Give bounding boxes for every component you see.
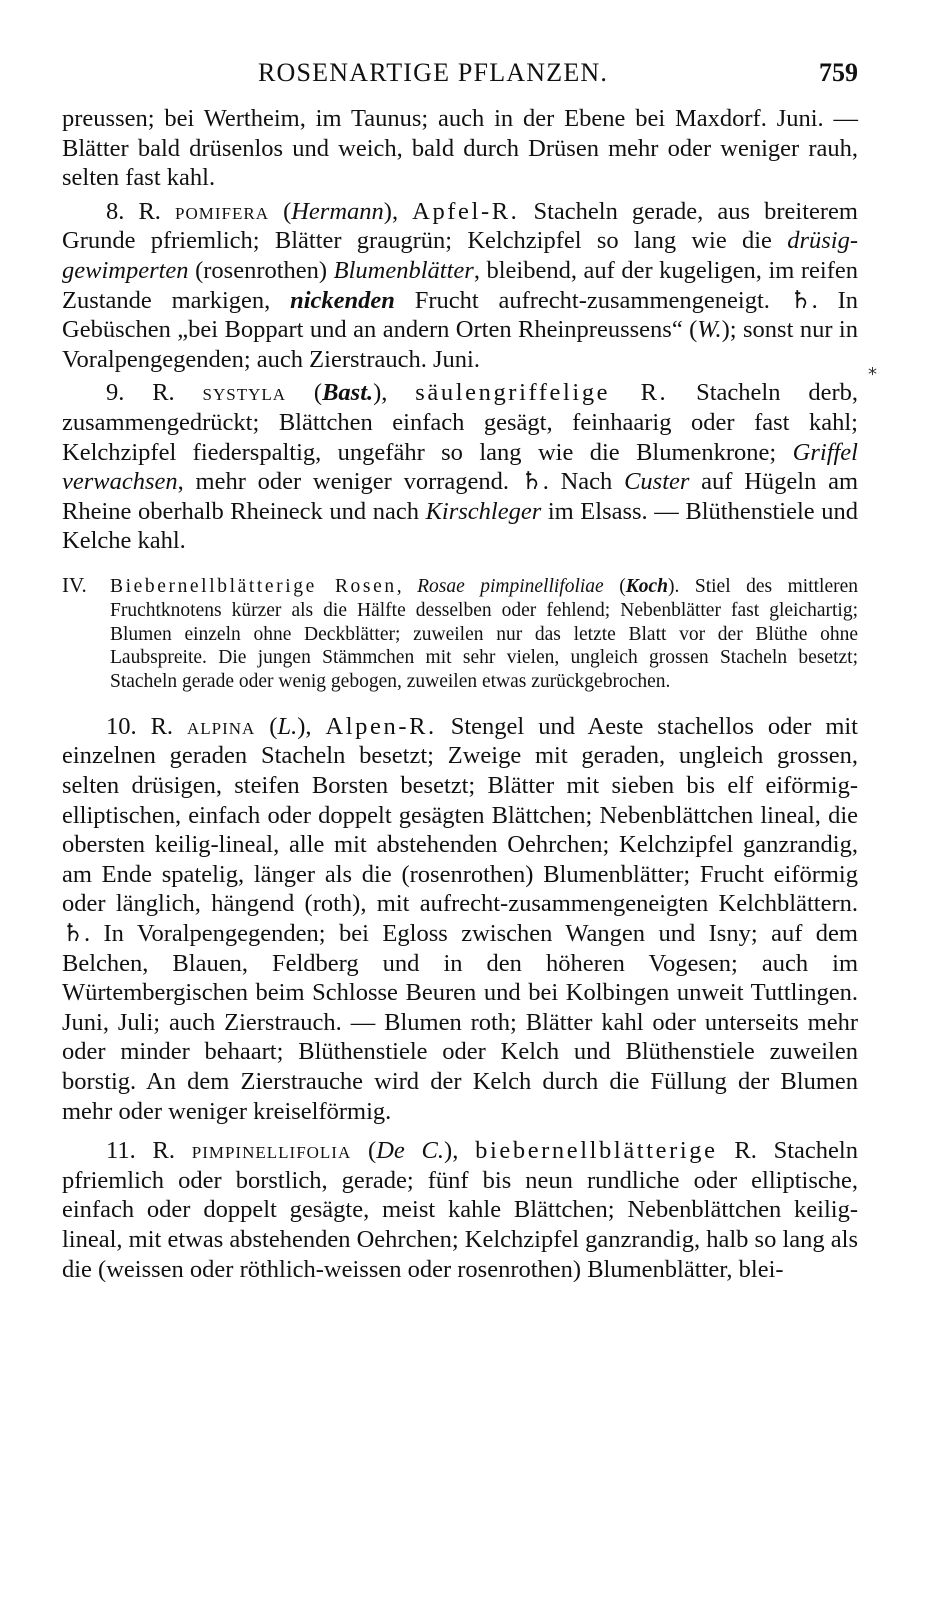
entry-rosa-alpina: 10. R. alpina (L.), Alpen-R. Stengel und Aeste stachellos oder mit einzelnen geraden Stacheln besetzt; Zweige mit geraden, ungleich grossen, selten drüsigen, steifen Borsten besetzt; Blätter mit sieben bis elf eiförmig-elliptischen, einfach oder doppelt gesägten Blättchen; Nebenblättchen lineal, die obersten keilig-lineal, alle mit abstehenden Oehrchen; Kelchzipfel ganzrandig, am Ende spatelig, länger als die (rosenrothen) Blumenblätter; Frucht eiförmig oder länglich, hängend (roth), mit aufrecht-zusammengeneigten Kelchblättern. ♄. In Voralpengegenden; bei Egloss zwischen Wangen und Isny; auf dem Belchen, Blauen, Feldberg und in den höheren Vogesen; auch im Würtembergischen beim Schlosse Beuren und bei Kolbingen unweit Tuttlingen. Juni, Juli; auch Zierstrauch. — Blumen roth; Blätter kahl oder unterseits mehr oder minder behaart; Blüthenstiele oder Kelch und Blüthenstiele zuweilen borstig. An dem Zierstrauche wird der Kelch durch die Füllung der Blumen mehr oder weniger kreiselförmig. (62, 712, 858, 1125)
section-latin-name: Rosae pimpinellifoliae (417, 575, 604, 597)
entry-number: 8. R. (106, 197, 176, 225)
page-number: 759 (819, 58, 858, 87)
author-name: Koch (625, 575, 668, 597)
entry-rosa-pomifera: 8. R. pomifera (Hermann), Apfel-R. Stacheln gerade, aus breiterem Grunde pfriemlich; Blätter graugrün; Kelchzipfel so lang wie die drüsig-gewimperten (rosenrothen) Blumenblätter, bleibend, auf der kugeligen, im reifen Zustande markigen, nickenden Frucht aufrecht-zusammengeneigt. ♄. In Gebüschen „bei Boppart und an andern Orten Rheinpreussens“ (W.); sonst nur in Voralpengegenden; auch Zierstrauch. Juni. (62, 197, 858, 373)
common-name: biebernellblätterige (475, 1137, 718, 1165)
species-name: pimpinellifolia (191, 1137, 352, 1165)
section-body: Stiel des mittleren Fruchtknotens kürzer als die Hälfte desselben oder fehlend; Nebenblätter fast gleichartig; Blumen einzeln ohne Deckblätter; zuweilen nur das letzte Blatt vor der Blüthe ohne Laubspreite. Die jungen Stämmchen mit sehr vielen, ungleich grossen Stacheln besetzt; Stacheln gerade oder wenig gebogen, zuweilen etwas zurückgebrochen. (110, 575, 858, 693)
common-name: Apfel-R. (412, 197, 520, 225)
species-name: pomifera (175, 197, 269, 225)
section-title: Biebernellblätterige Rosen (110, 575, 397, 597)
running-title: ROSENARTIGE PFLANZEN. (258, 58, 609, 87)
author-name: Hermann (291, 197, 384, 225)
author-name: Bast. (322, 379, 374, 407)
section-numeral: IV. (62, 572, 87, 597)
author-name: L. (277, 712, 298, 740)
species-name: systyla (202, 379, 287, 407)
book-page (62, 58, 858, 1284)
entry-number: 10. R. (106, 712, 187, 740)
running-header (62, 58, 858, 88)
entry-rosa-pimpinellifolia: 11. R. pimpinellifolia (De C.), biebernellblätterige R. Stacheln pfriemlich oder borstlich, gerade; fünf bis neun rundliche oder elliptische, einfach oder doppelt gesägte, meist kahle Blättchen; Nebenblättchen keilig-lineal, mit etwas abstehenden Oehrchen; Kelchzipfel ganzrandig, halb so lang als die (weissen oder röthlich-weissen oder rosenrothen) Blumenblätter, blei- (62, 1137, 858, 1283)
common-name: Alpen-R. (325, 712, 437, 740)
entry-rosa-systyla: 9. R. systyla (Bast.), säulengriffelige R. Stacheln derb, zusammengedrückt; Blättchen einfach gesägt, feinhaarig oder fast kahl; Kelchzipfel fiederspaltig, ungefähr so lang wie die Blumenkrone; Griffel verwachsen, mehr oder weniger vorragend. ♄. Nach Custer auf Hügeln am Rheine oberhalb Rheineck und nach Kirschleger im Elsass. — Blüthenstiele und Kelche kahl. (62, 379, 858, 555)
entry-number: 9. R. (106, 379, 203, 407)
section-iv: IV. Biebernellblätterige Rosen, Rosae pimpinellifoliae (Koch). Stiel des mittleren Fruchtknotens kürzer als die Hälfte desselben oder fehlend; Nebenblätter fast gleichartig; Blumen einzeln ohne Deckblätter; zuweilen nur das letzte Blatt vor der Blüthe ohne Laubspreite. Die jungen Stämmchen mit sehr vielen, ungleich grossen Stacheln besetzt; Stacheln gerade oder wenig gebogen, zuweilen etwas zurückgebrochen. (62, 572, 858, 693)
margin-asterisk: * (868, 364, 877, 385)
entry-number: 11. R. (106, 1137, 192, 1165)
species-name: alpina (187, 712, 256, 740)
author-name: De C. (376, 1137, 445, 1165)
paragraph-continuation: preussen; bei Wertheim, im Taunus; auch in der Ebene bei Maxdorf. Juni. — Blätter bald drüsenlos und weich, bald durch Drüsen mehr oder weniger rauh, selten fast kahl. (62, 105, 858, 192)
common-name: säulengriffelige R. (415, 379, 669, 407)
